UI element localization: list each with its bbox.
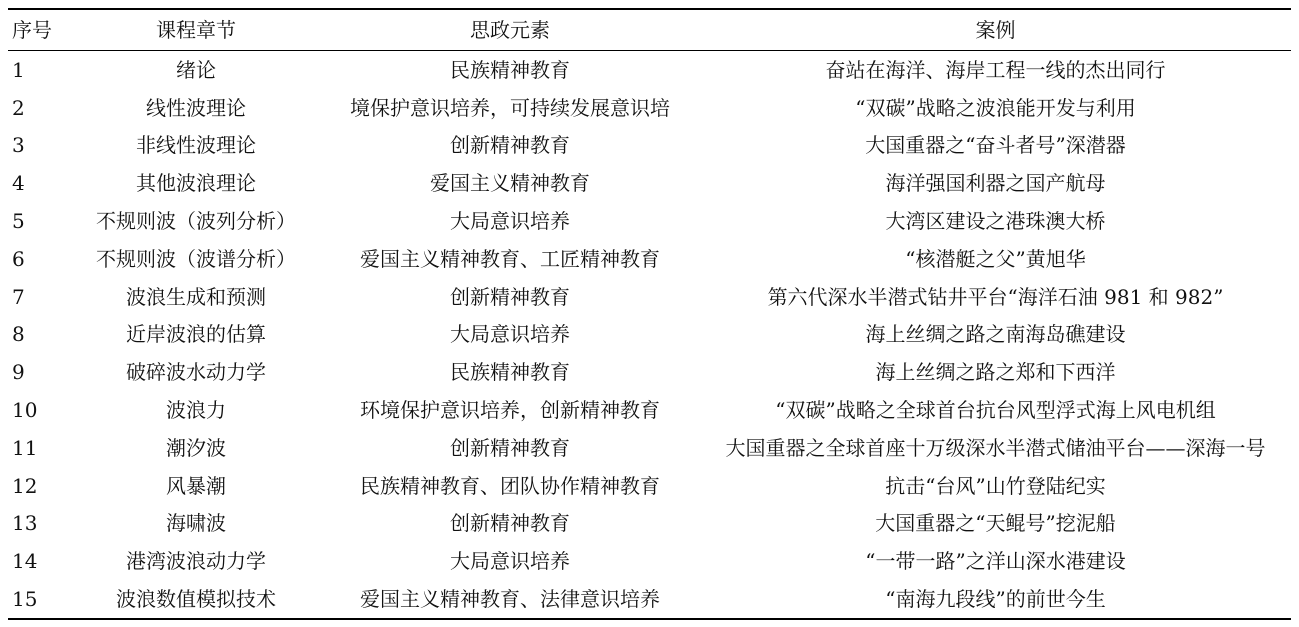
cell-case: 大国重器之全球首座十万级深水半潜式储油平台——深海一号 <box>725 435 1266 460</box>
cell-chapter: 波浪数值模拟技术 <box>116 587 276 612</box>
cell-index: 5 <box>12 209 25 234</box>
cell-element: 大局意识培养 <box>450 549 570 574</box>
cell-index: 8 <box>12 322 25 347</box>
table-row <box>8 240 1291 278</box>
cell-index: 13 <box>12 511 38 536</box>
table-row <box>8 391 1291 429</box>
cell-index: 3 <box>12 133 25 158</box>
cell-index: 7 <box>12 284 25 309</box>
cell-chapter: 海啸波 <box>166 511 226 536</box>
cell-chapter: 绪论 <box>176 57 216 82</box>
cell-chapter: 风暴潮 <box>166 473 226 498</box>
table-body-wrap <box>8 51 1291 618</box>
cell-element: 爱国主义精神教育 <box>430 171 590 196</box>
cell-element: 民族精神教育 <box>450 360 570 385</box>
header-chapter: 课程章节 <box>156 18 236 42</box>
table-row <box>8 51 1291 89</box>
cell-case: 海上丝绸之路之郑和下西洋 <box>875 360 1116 385</box>
header-element: 思政元素 <box>470 18 550 42</box>
table-row <box>8 278 1291 316</box>
cell-chapter: 破碎波水动力学 <box>126 360 266 385</box>
cell-chapter: 其他波浪理论 <box>136 171 256 196</box>
table-row <box>8 127 1291 165</box>
cell-index: 2 <box>12 95 25 120</box>
cell-chapter: 港湾波浪动力学 <box>126 549 266 574</box>
cell-chapter: 非线性波理论 <box>136 133 256 158</box>
cell-index: 10 <box>12 398 38 423</box>
cell-chapter: 波浪生成和预测 <box>126 284 266 309</box>
header-row <box>8 10 1291 50</box>
table-bottom-rule <box>8 618 1291 620</box>
table-row <box>8 467 1291 505</box>
table-row <box>8 89 1291 127</box>
cell-element: 大局意识培养 <box>450 209 570 234</box>
cell-element: 民族精神教育 <box>450 57 570 82</box>
cell-case: 大湾区建设之港珠澳大桥 <box>885 209 1106 234</box>
cell-case: “双碳”战略之全球首台抗台风型浮式海上风电机组 <box>775 398 1216 423</box>
table-header <box>8 10 1291 50</box>
cell-element: 创新精神教育 <box>450 133 570 158</box>
cell-index: 1 <box>12 57 25 82</box>
cell-case: 第六代深水半潜式钻井平台“海洋石油 981 和 982” <box>767 284 1224 309</box>
course-table <box>8 8 1291 620</box>
table-row <box>8 542 1291 580</box>
cell-element: 创新精神教育 <box>450 511 570 536</box>
cell-element: 大局意识培养 <box>450 322 570 347</box>
ideology-case-table <box>8 10 1291 50</box>
table-body <box>8 51 1291 618</box>
cell-element: 创新精神教育 <box>450 284 570 309</box>
cell-index: 4 <box>12 171 25 196</box>
cell-case: 海洋强国利器之国产航母 <box>885 171 1106 196</box>
cell-index: 9 <box>12 360 25 385</box>
cell-index: 6 <box>12 246 25 271</box>
cell-case: 海上丝绸之路之南海岛礁建设 <box>865 322 1126 347</box>
cell-chapter: 近岸波浪的估算 <box>126 322 266 347</box>
cell-element: 爱国主义精神教育、法律意识培养 <box>360 587 660 612</box>
header-index: 序号 <box>12 18 52 42</box>
cell-index: 12 <box>12 473 38 498</box>
cell-index: 14 <box>12 549 38 574</box>
cell-case: 大国重器之“奋斗者号”深潜器 <box>865 133 1126 158</box>
cell-chapter: 潮汐波 <box>166 435 226 460</box>
cell-case: “双碳”战略之波浪能开发与利用 <box>855 95 1136 120</box>
cell-case: 大国重器之“天鲲号”挖泥船 <box>875 511 1116 536</box>
cell-element: 爱国主义精神教育、工匠精神教育 <box>360 246 660 271</box>
cell-case: “核潜艇之父”黄旭华 <box>905 246 1086 271</box>
cell-chapter: 不规则波（波谱分析） <box>96 246 296 271</box>
cell-case: 抗击“台风”山竹登陆纪实 <box>885 473 1106 498</box>
table-row <box>8 353 1291 391</box>
table-row <box>8 164 1291 202</box>
cell-chapter: 线性波理论 <box>146 95 246 120</box>
table-row <box>8 505 1291 543</box>
cell-element: 民族精神教育、团队协作精神教育 <box>360 473 660 498</box>
cell-index: 15 <box>12 587 38 612</box>
cell-case: 奋站在海洋、海岸工程一线的杰出同行 <box>825 57 1166 82</box>
cell-element: 境保护意识培养，可持续发展意识培 <box>350 95 670 120</box>
table-row <box>8 316 1291 354</box>
header-case: 案例 <box>975 18 1016 42</box>
cell-element: 创新精神教育 <box>450 435 570 460</box>
cell-chapter: 不规则波（波列分析） <box>96 209 296 234</box>
cell-case: “一带一路”之洋山深水港建设 <box>865 549 1126 574</box>
cell-index: 11 <box>12 435 38 460</box>
table-row <box>8 429 1291 467</box>
table-row <box>8 580 1291 618</box>
cell-element: 环境保护意识培养，创新精神教育 <box>360 398 660 423</box>
cell-case: “南海九段线”的前世今生 <box>885 587 1106 612</box>
table-row <box>8 202 1291 240</box>
cell-chapter: 波浪力 <box>166 398 226 423</box>
